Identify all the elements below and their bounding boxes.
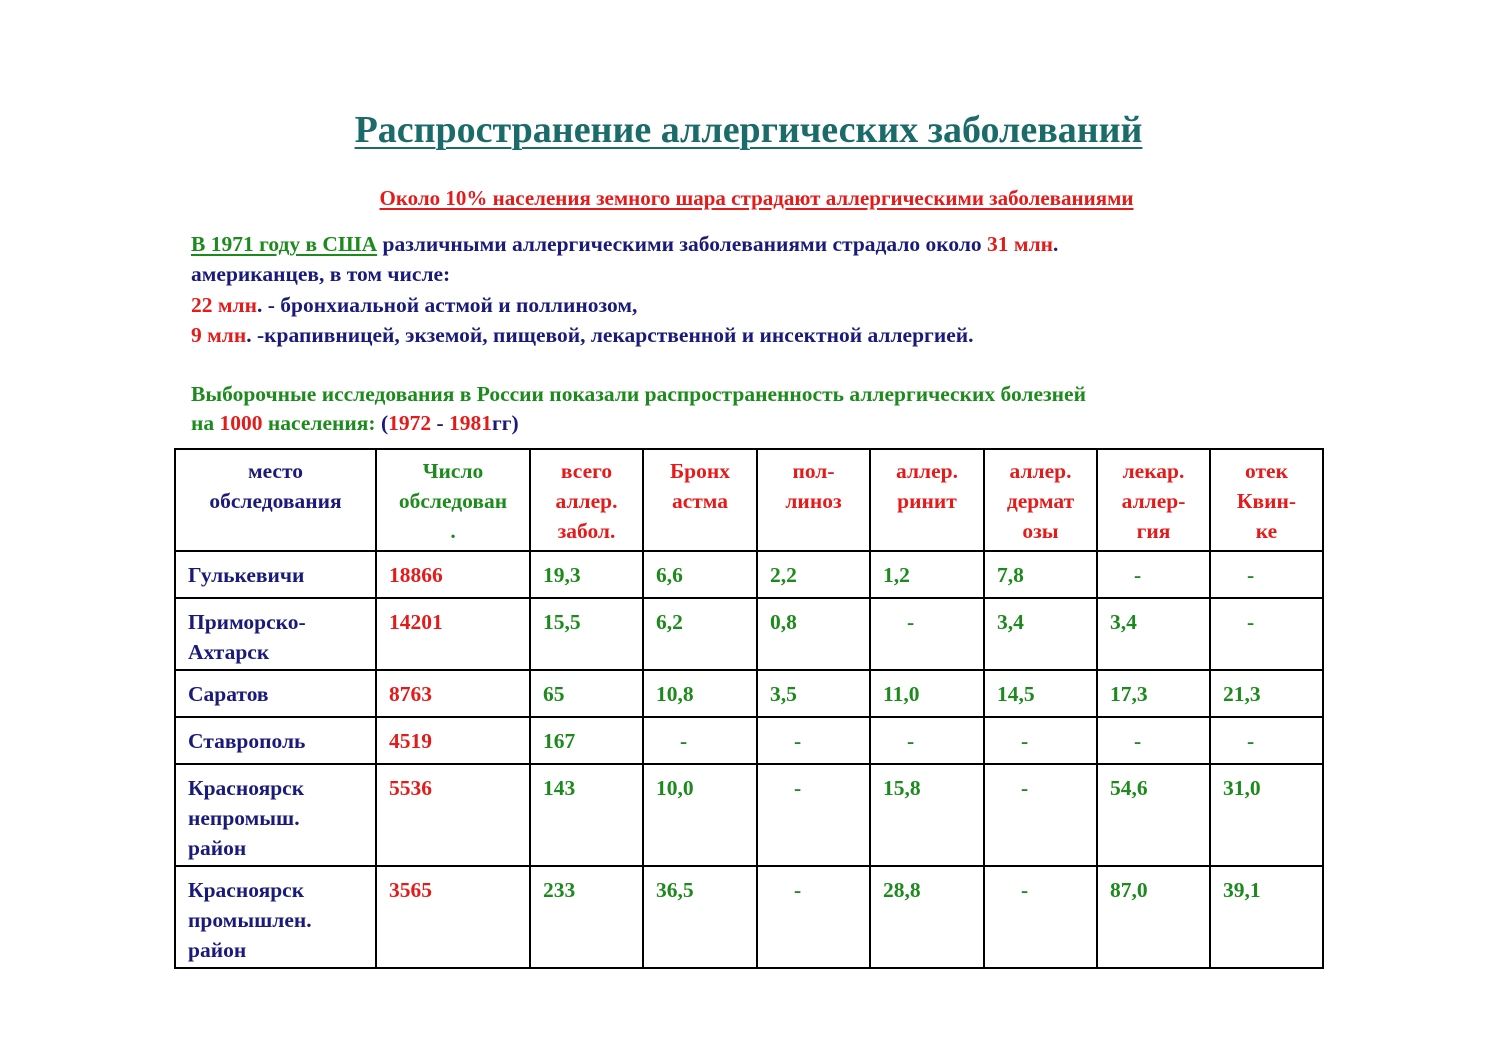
table-row: [175, 551, 1323, 598]
cell-place: Гулькевичи: [175, 551, 376, 598]
cell-dermatoses: 3,4: [984, 598, 1097, 670]
cell-dermatoses: 14,5: [984, 670, 1097, 717]
cell-asthma: 6,2: [643, 598, 757, 670]
russia-years-suffix: гг): [492, 411, 519, 435]
usa-year-phrase: В 1971 году в США: [191, 232, 378, 256]
cell-dermatoses: -: [984, 866, 1097, 968]
cell-rhinitis: -: [870, 717, 984, 764]
cell-place: Ставрополь: [175, 717, 376, 764]
header-rhinitis: аллер. ринит: [870, 449, 984, 551]
cell-total: 167: [530, 717, 643, 764]
russia-year-start: 1972: [388, 411, 432, 435]
cell-dermatoses: -: [984, 764, 1097, 866]
cell-drug-allergy: 87,0: [1097, 866, 1210, 968]
header-asthma: Бронх астма: [643, 449, 757, 551]
cell-rhinitis: 1,2: [870, 551, 984, 598]
cell-quincke: 39,1: [1210, 866, 1323, 968]
cell-total: 19,3: [530, 551, 643, 598]
cell-drug-allergy: -: [1097, 717, 1210, 764]
cell-quincke: -: [1210, 598, 1323, 670]
cell-drug-allergy: -: [1097, 551, 1210, 598]
table-row: [175, 764, 1323, 866]
cell-rhinitis: 15,8: [870, 764, 984, 866]
header-surveyed: Число обследован .: [376, 449, 530, 551]
cell-surveyed: 14201: [376, 598, 530, 670]
usa-line-3: [191, 293, 637, 318]
cell-place: Приморско- Ахтарск: [175, 598, 376, 670]
table-header-row: [175, 449, 1323, 551]
russia-line-2: [191, 411, 519, 436]
cell-place: Красноярск непромыш. район: [175, 764, 376, 866]
usa-line-2: американцев, в том числе:: [191, 262, 451, 286]
cell-asthma: -: [643, 717, 757, 764]
usa-period: .: [1053, 232, 1059, 256]
header-total: всего аллер. забол.: [530, 449, 643, 551]
cell-surveyed: 4519: [376, 717, 530, 764]
cell-quincke: -: [1210, 551, 1323, 598]
usa-other-text: . -крапивницей, экземой, пищевой, лекарственной и инсектной аллергией.: [246, 323, 974, 347]
header-drug-allergy: лекар. аллер- гия: [1097, 449, 1210, 551]
cell-total: 233: [530, 866, 643, 968]
cell-pollinosis: 0,8: [757, 598, 870, 670]
table-row: [175, 670, 1323, 717]
header-quincke: отек Квин- ке: [1210, 449, 1323, 551]
cell-dermatoses: 7,8: [984, 551, 1097, 598]
table-row: [175, 598, 1323, 670]
cell-total: 15,5: [530, 598, 643, 670]
cell-place: Саратов: [175, 670, 376, 717]
header-dermatoses: аллер. дермат озы: [984, 449, 1097, 551]
cell-asthma: 6,6: [643, 551, 757, 598]
cell-pollinosis: -: [757, 764, 870, 866]
usa-line-4: [191, 323, 974, 348]
usa-asthma-text: . - бронхиальной астмой и поллинозом,: [256, 293, 638, 317]
cell-pollinosis: 3,5: [757, 670, 870, 717]
header-pollinosis: пол- линоз: [757, 449, 870, 551]
cell-place: Красноярск промышлен. район: [175, 866, 376, 968]
cell-drug-allergy: 17,3: [1097, 670, 1210, 717]
cell-total: 143: [530, 764, 643, 866]
cell-surveyed: 3565: [376, 866, 530, 968]
cell-asthma: 10,0: [643, 764, 757, 866]
cell-quincke: 31,0: [1210, 764, 1323, 866]
allergy-table: [174, 448, 1324, 969]
cell-asthma: 36,5: [643, 866, 757, 968]
russia-year-end: 1981: [449, 411, 493, 435]
russia-line-1: Выборочные исследования в России показали распространенность аллергических болезней: [191, 382, 1086, 406]
cell-dermatoses: -: [984, 717, 1097, 764]
cell-surveyed: 8763: [376, 670, 530, 717]
usa-other-count: 9 млн: [191, 323, 247, 347]
cell-rhinitis: -: [870, 598, 984, 670]
cell-quincke: 21,3: [1210, 670, 1323, 717]
page-title: Распространение аллергических заболеваний: [354, 109, 1143, 151]
cell-pollinosis: -: [757, 717, 870, 764]
russia-dash: -: [431, 411, 450, 435]
cell-pollinosis: 2,2: [757, 551, 870, 598]
russia-per-count: 1000: [219, 411, 263, 435]
usa-text: различными аллергическими заболеваниями страдало около: [377, 232, 988, 256]
cell-asthma: 10,8: [643, 670, 757, 717]
usa-asthma-count: 22 млн: [191, 293, 257, 317]
cell-drug-allergy: 54,6: [1097, 764, 1210, 866]
cell-quincke: -: [1210, 717, 1323, 764]
cell-pollinosis: -: [757, 866, 870, 968]
cell-surveyed: 18866: [376, 551, 530, 598]
russia-text-c: населения:: [262, 411, 381, 435]
russia-text-a: на: [191, 411, 220, 435]
usa-total: 31 млн: [987, 232, 1054, 256]
cell-total: 65: [530, 670, 643, 717]
cell-rhinitis: 11,0: [870, 670, 984, 717]
header-place: место обследования: [175, 449, 376, 551]
usa-line-1: [191, 232, 1058, 257]
cell-rhinitis: 28,8: [870, 866, 984, 968]
table-row: [175, 866, 1323, 968]
russia-paren: (: [380, 411, 389, 435]
subtitle: Около 10% населения земного шара страдают аллергическими заболеваниями: [379, 186, 1134, 210]
cell-surveyed: 5536: [376, 764, 530, 866]
cell-drug-allergy: 3,4: [1097, 598, 1210, 670]
table-row: [175, 717, 1323, 764]
